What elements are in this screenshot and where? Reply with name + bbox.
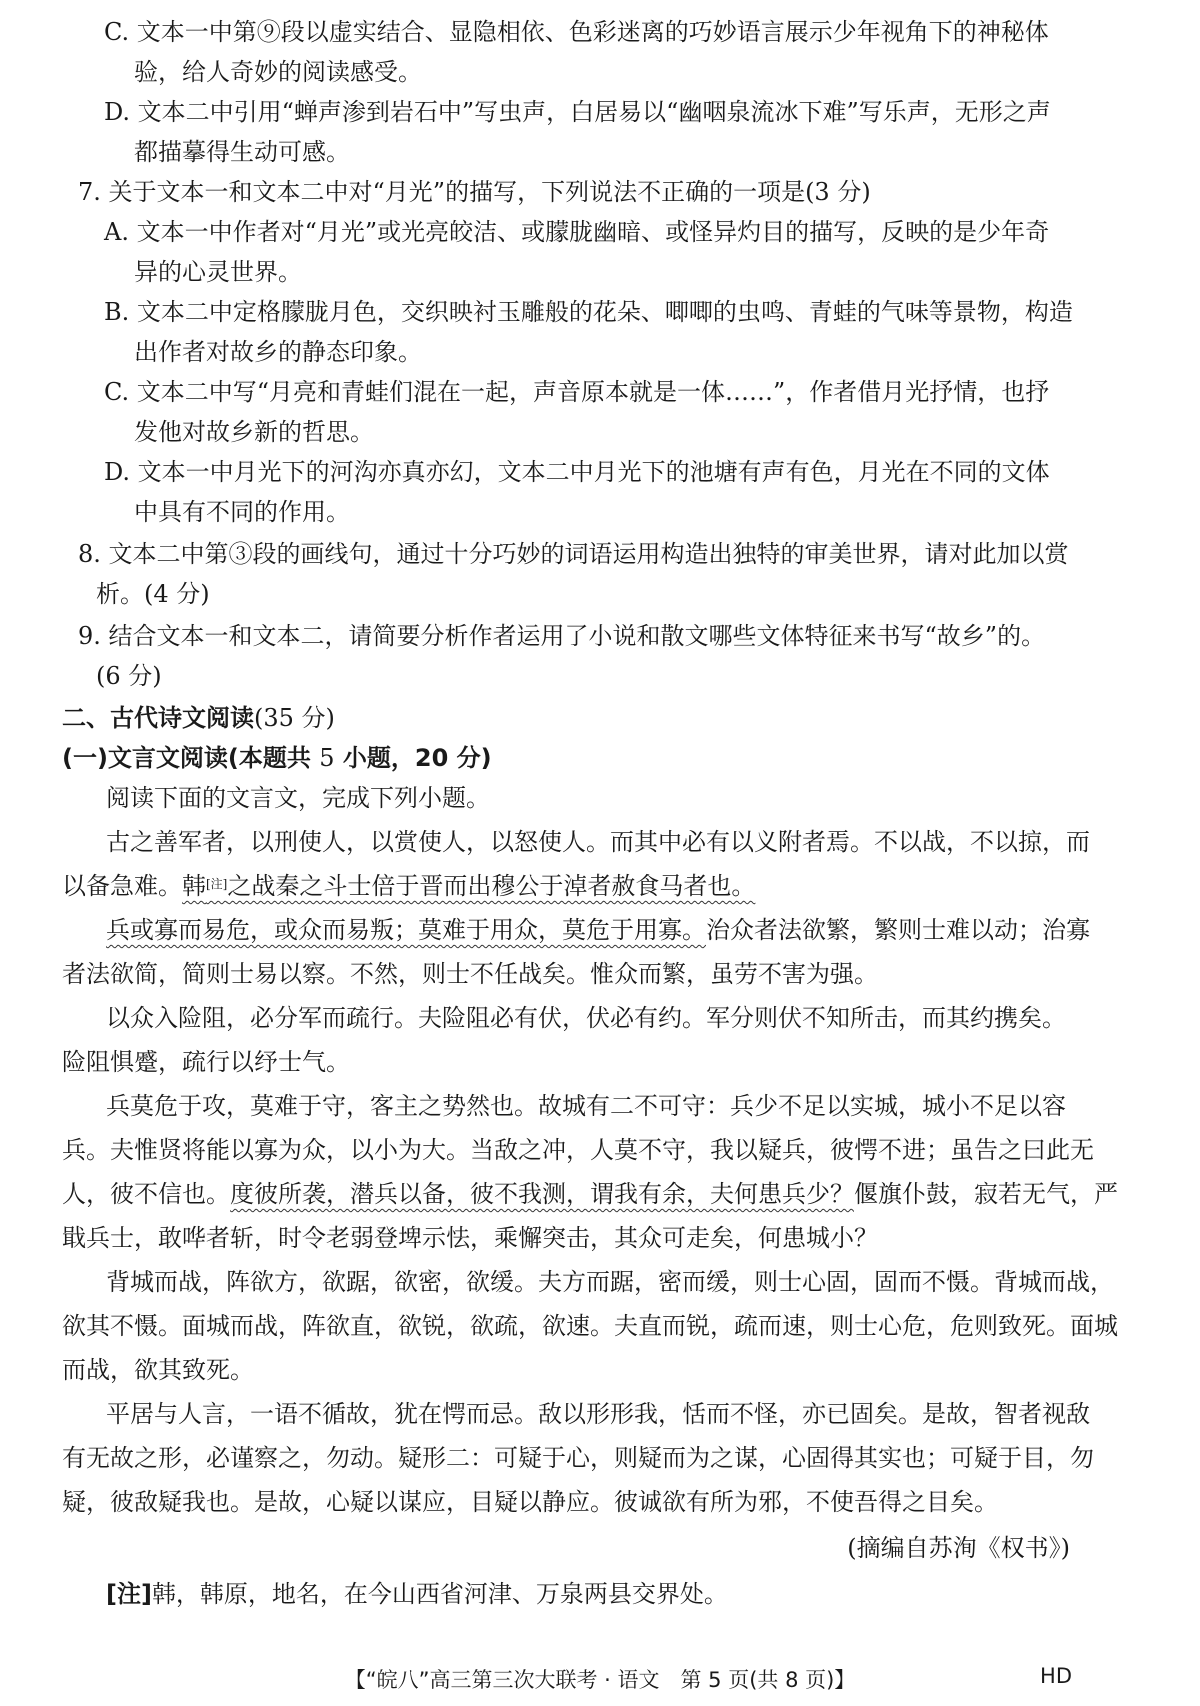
passage-p1-line2 — [62, 868, 1200, 904]
q7-option-b-line1: B. 文本二中定格朦胧月色，交织映衬玉雕般的花朵、唧唧的虫鸣、青蛙的气味等景物，构造 — [104, 298, 1073, 326]
q7-option-d-line2: 中具有不同的作用。 — [134, 498, 350, 526]
q7-option-d-line1: D. 文本一中月光下的河沟亦真亦幻，文本二中月光下的池塘有声有色，月光在不同的文体 — [104, 458, 1050, 486]
passage-p3-line1: 以众入险阻，必分军而疏行。夫险阻必有伏，伏必有约。军分则伏不知所击，而其约携矣。 — [106, 1004, 1066, 1032]
q7-option-c-line1: C. 文本二中写“月亮和青蛙们混在一起，声音原本就是一体……”，作者借月光抒情，也抒 — [104, 378, 1050, 406]
reading-instruction: 阅读下面的文言文，完成下列小题。 — [106, 784, 490, 812]
q9-line2: (6 分) — [96, 662, 162, 690]
page-footer: 【“皖八”高三第三次大联考 · 语文 第 5 页(共 8 页)】 — [344, 1668, 856, 1692]
section-score: (35 分) — [254, 704, 335, 732]
q6-option-c-line1: C. 文本一中第⑨段以虚实结合、显隐相依、色彩迷离的巧妙语言展示少年视角下的神秘体 — [104, 18, 1049, 46]
footer-code: HD — [1040, 1664, 1072, 1688]
passage-p6-line1: 平居与人言，一语不循故，犹在愕而忌。敌以形形我，恬而不怪，亦已固矣。是故，智者视敌 — [106, 1400, 1090, 1428]
section-heading — [62, 700, 1200, 736]
passage-p4-line2: 兵。夫惟贤将能以寡为众，以小为大。当敌之冲，人莫不守，我以疑兵，彼愕不进；虽告之曰此无 — [62, 1136, 1094, 1164]
passage-p1-line1: 古之善军者，以刑使人，以赏使人，以怒使人。而其中必有以义附者焉。不以战，不以掠，而 — [106, 828, 1090, 856]
q6-option-d-line2: 都描摹得生动可感。 — [134, 138, 350, 166]
p4-rest: 偃旗仆鼓，寂若无气，严 — [854, 1180, 1118, 1208]
passage-p5-line1: 背城而战，阵欲方，欲踞，欲密，欲缓。夫方而踞，密而缓，则士心固，固而不慑。背城而战， — [106, 1268, 1114, 1296]
q6-option-c-line2: 验，给人奇妙的阅读感受。 — [134, 58, 422, 86]
subsection-count: 5 — [319, 744, 335, 772]
underlined-sentence-1 — [182, 872, 755, 900]
footnote-tag: [注] — [106, 1580, 152, 1608]
han-char: 韩 — [182, 872, 206, 900]
q7-option-b-line2: 出作者对故乡的静态印象。 — [134, 338, 422, 366]
q8-line2: 析。(4 分) — [96, 580, 210, 608]
q6-option-d-line1: D. 文本二中引用“蝉声渗到岩石中”写虫声，白居易以“幽咽泉流冰下难”写乐声，无形之声 — [104, 98, 1051, 126]
passage-p2-line1 — [106, 912, 1200, 948]
passage-p6-line2: 有无故之形，必谨察之，勿动。疑形二：可疑于心，则疑而为之谋，心固得其实也；可疑于目，勿 — [62, 1444, 1094, 1472]
q7-stem: 7. 关于文本一和文本二中对“月光”的描写，下列说法不正确的一项是(3 分) — [78, 178, 871, 206]
footnote — [106, 1576, 1200, 1612]
q8-line1: 8. 文本二中第③段的画线句，通过十分巧妙的词语运用构造出独特的审美世界，请对此加以赏 — [78, 540, 1069, 568]
passage-source: (摘编自苏洵《权书》) — [847, 1534, 1070, 1562]
subsection-rest: 小题，20 分) — [342, 744, 492, 772]
p1-prefix: 以备急难。 — [62, 872, 182, 900]
q7-option-c-line2: 发他对故乡新的哲思。 — [134, 418, 374, 446]
note-marker: [注] — [206, 877, 228, 891]
passage-p4-line4: 戢兵士，敢哗者斩，时令老弱登埤示怯，乘懈突击，其众可走矣，何患城小？ — [62, 1224, 878, 1252]
section-title: 二、古代诗文阅读 — [62, 704, 254, 732]
passage-p6-line3: 疑，彼敌疑我也。是故，心疑以谋应，目疑以静应。彼诚欲有所为邪，不使吾得之目矣。 — [62, 1488, 998, 1516]
footnote-text: 韩，韩原，地名，在今山西省河津、万泉两县交界处。 — [151, 1580, 728, 1608]
q9-line1: 9. 结合文本一和文本二，请简要分析作者运用了小说和散文哪些文体特征来书写“故乡”的。 — [78, 622, 1046, 650]
underlined-sentence-3: 度彼所袭，潜兵以备，彼不我测，谓我有余，夫何患兵少？ — [230, 1180, 854, 1208]
underlined-sentence-2: 兵或寡而易危，或众而易叛；莫难于用众，莫危于用寡。 — [106, 916, 706, 944]
subsection-title: (一)文言文阅读(本题共 — [62, 744, 311, 772]
passage-p5-line2: 欲其不慑。面城而战，阵欲直，欲锐，欲疏，欲速。夫直而锐，疏而速，则士心危，危则致死。面城 — [62, 1312, 1118, 1340]
q7-option-a-line1: A. 文本一中作者对“月光”或光亮皎洁、或朦胧幽暗、或怪异灼目的描写，反映的是少年奇 — [104, 218, 1050, 246]
p2-rest: 治众者法欲繁，繁则士难以动；治寡 — [706, 916, 1090, 944]
passage-p5-line3: 而战，欲其致死。 — [62, 1356, 254, 1384]
passage-p4-line3 — [62, 1176, 1200, 1212]
passage-p3-line2: 险阻惧蹙，疏行以纾士气。 — [62, 1048, 350, 1076]
passage-p2-line2: 者法欲简，简则士易以察。不然，则士不任战矣。惟众而繁，虽劳不害为强。 — [62, 960, 878, 988]
p1-underlined-rest: 之战秦之斗士倍于晋而出穆公于淖者赦食马者也。 — [227, 872, 756, 900]
passage-p4-line1: 兵莫危于攻，莫难于守，客主之势然也。故城有二不可守：兵少不足以实城，城小不足以容 — [106, 1092, 1066, 1120]
q7-option-a-line2: 异的心灵世界。 — [134, 258, 302, 286]
p4-prefix: 人，彼不信也。 — [62, 1180, 230, 1208]
subsection-heading — [62, 740, 1200, 776]
